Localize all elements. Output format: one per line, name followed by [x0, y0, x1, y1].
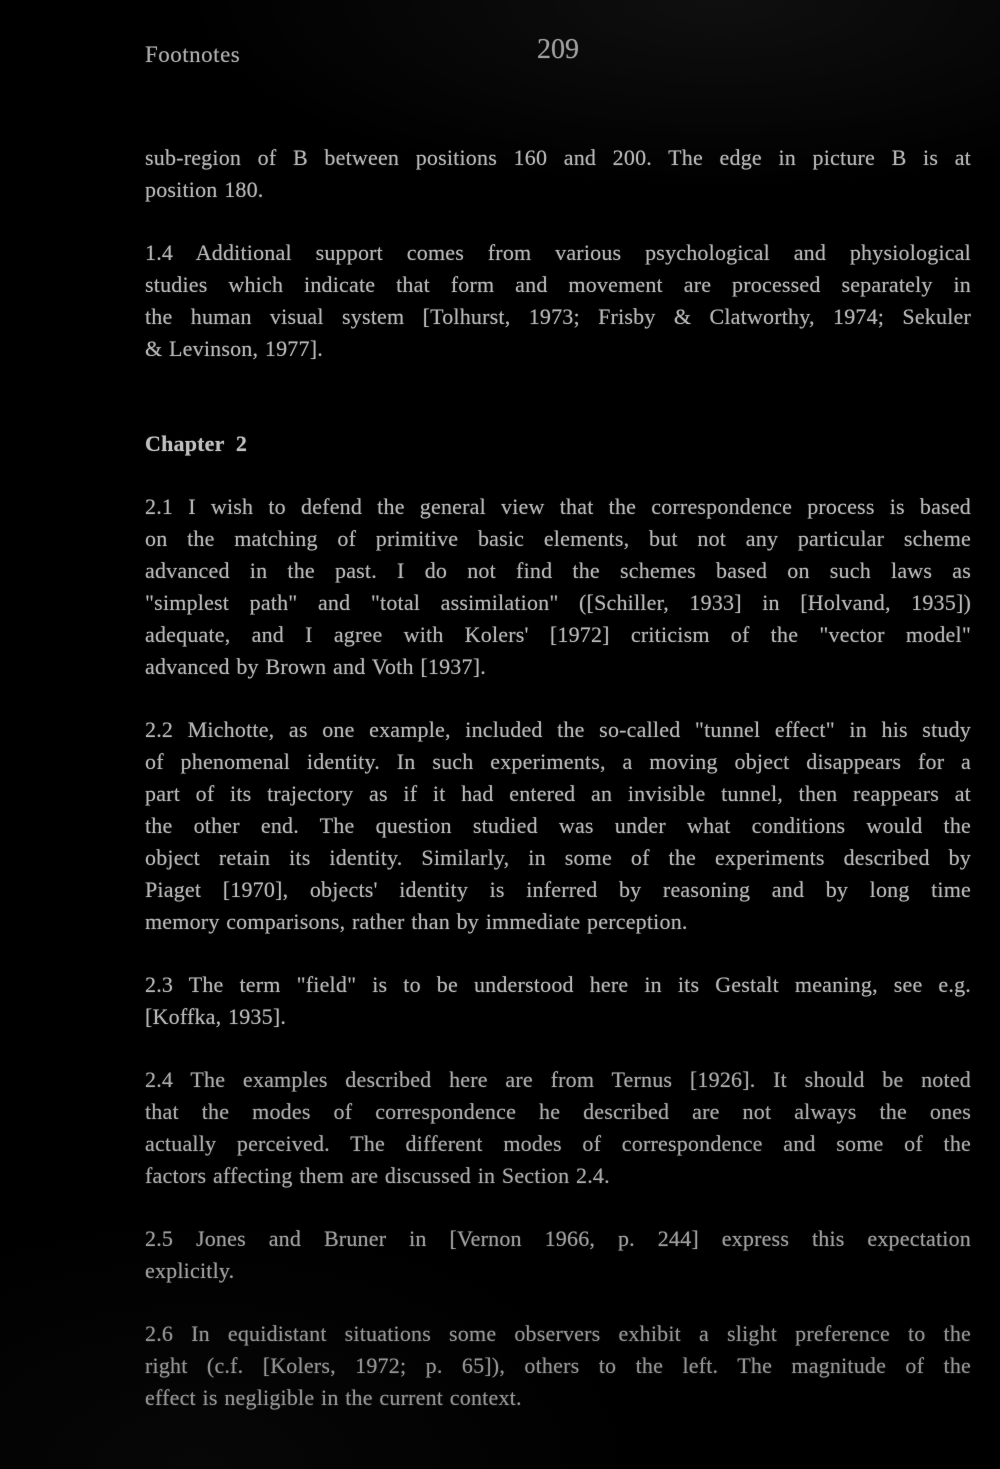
- text-line: sub-region of B between positions 160 and 200. The edge in picture B is at: [145, 145, 971, 170]
- text-line: object retain its identity. Similarly, in some of the experiments described by: [145, 845, 971, 870]
- text-line: Chapter 2: [145, 431, 248, 456]
- text-line: right (c.f. [Kolers, 1972; p. 65]), others to the left. The magnitude of the: [145, 1353, 971, 1378]
- text-line: 2.1 I wish to defend the general view that the correspondence process is based: [145, 494, 971, 519]
- text-line: 1.4 Additional support comes from various psychological and physiological: [145, 240, 971, 265]
- chapter-2-heading: [145, 428, 971, 460]
- running-title: Footnotes: [145, 42, 241, 67]
- text-line: 2.2 Michotte, as one example, included the so-called "tunnel effect" in his study: [145, 717, 971, 742]
- text-line: [Koffka, 1935].: [145, 1004, 287, 1029]
- text-line: the human visual system [Tolhurst, 1973; Frisby & Clatworthy, 1974; Sekuler: [145, 304, 971, 329]
- text-line: memory comparisons, rather than by immediate perception.: [145, 909, 688, 934]
- text-line: actually perceived. The different modes of correspondence and some of the: [145, 1131, 971, 1156]
- text-line: on the matching of primitive basic elements, but not any particular scheme: [145, 526, 971, 551]
- text-line: part of its trajectory as if it had entered an invisible tunnel, then reappears at: [145, 781, 971, 806]
- text-line: advanced in the past. I do not find the schemes based on such laws as: [145, 558, 971, 583]
- text-line: adequate, and I agree with Kolers' [1972] criticism of the "vector model": [145, 622, 971, 647]
- page-content: [145, 34, 971, 1414]
- text-line: studies which indicate that form and movement are processed separately in: [145, 272, 971, 297]
- text-line: "simplest path" and "total assimilation" ([Schiller, 1933] in [Holvand, 1935]): [145, 590, 971, 615]
- footnote-2-2: [145, 714, 971, 938]
- text-line: Piaget [1970], objects' identity is inferred by reasoning and by long time: [145, 877, 971, 902]
- footnote-2-4: [145, 1064, 971, 1192]
- page-header: [145, 34, 971, 74]
- footnote-2-5: [145, 1223, 971, 1287]
- text-line: the other end. The question studied was under what conditions would the: [145, 813, 971, 838]
- footnote-2-1: [145, 491, 971, 683]
- text-line: effect is negligible in the current context.: [145, 1385, 522, 1410]
- text-line: 2.5 Jones and Bruner in [Vernon 1966, p. 244] express this expectation: [145, 1226, 971, 1251]
- footnote-1-4: [145, 237, 971, 365]
- footnotes-content: [145, 142, 971, 1414]
- text-line: position 180.: [145, 177, 264, 202]
- text-line: advanced by Brown and Voth [1937].: [145, 654, 486, 679]
- footnote-2-3: [145, 969, 971, 1033]
- text-line: explicitly.: [145, 1258, 235, 1283]
- text-line: of phenomenal identity. In such experiments, a moving object disappears for a: [145, 749, 971, 774]
- text-line: & Levinson, 1977].: [145, 336, 323, 361]
- text-line: 2.4 The examples described here are from Ternus [1926]. It should be noted: [145, 1067, 971, 1092]
- text-line: factors affecting them are discussed in Section 2.4.: [145, 1163, 610, 1188]
- page-number: 209: [537, 34, 579, 65]
- text-line: that the modes of correspondence he described are not always the ones: [145, 1099, 971, 1124]
- paragraph-continuation: [145, 142, 971, 206]
- text-line: 2.6 In equidistant situations some observers exhibit a slight preference to the: [145, 1321, 971, 1346]
- text-line: 2.3 The term "field" is to be understood here in its Gestalt meaning, see e.g.: [145, 972, 971, 997]
- footnote-2-6: [145, 1318, 971, 1414]
